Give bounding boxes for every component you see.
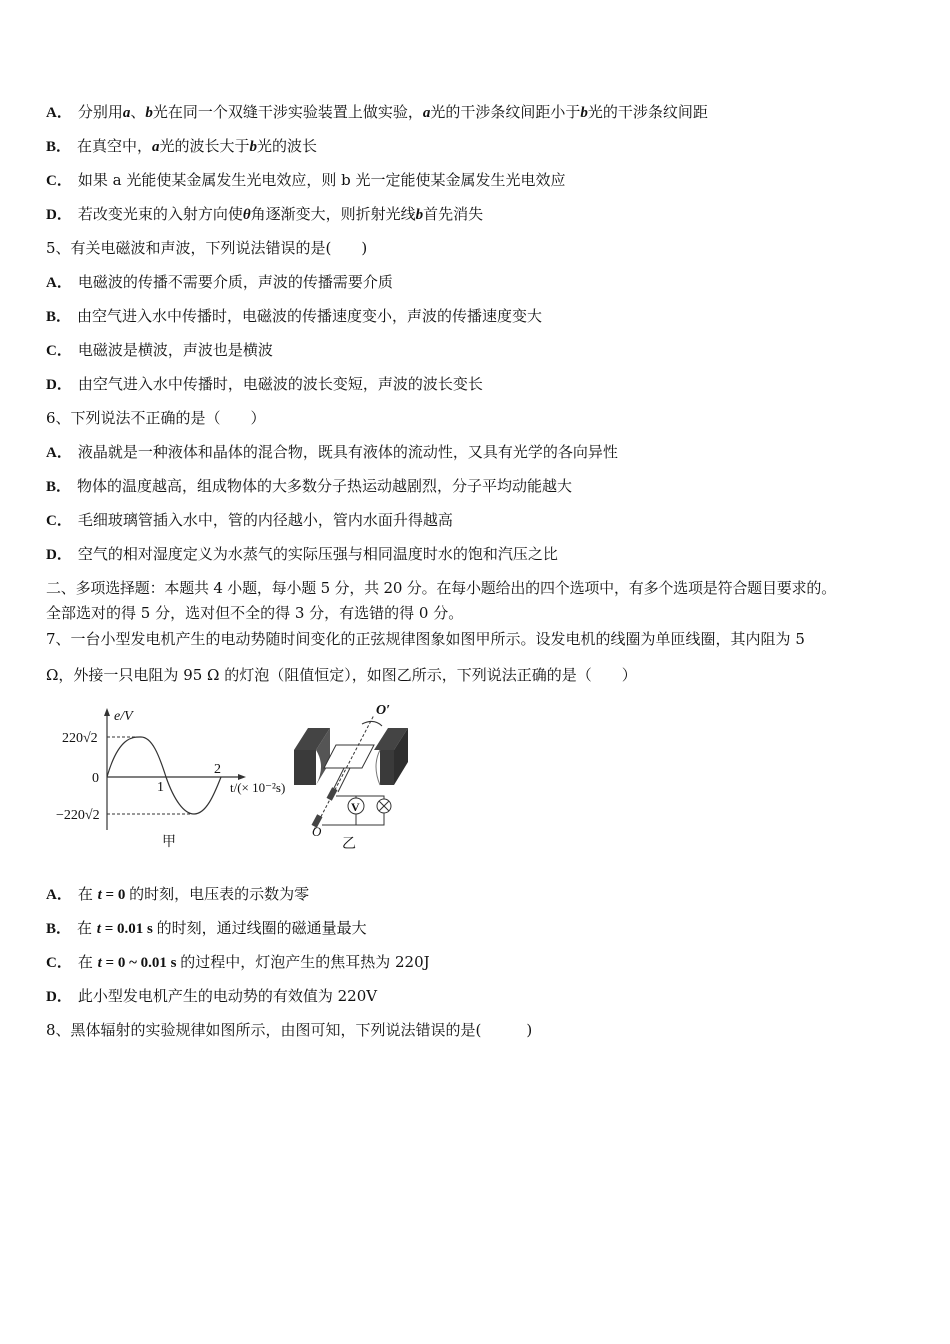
text: 分别用: [77, 103, 123, 121]
q7-option-b: [46, 918, 367, 939]
var: t: [97, 955, 102, 971]
x-tick-2: 2: [214, 762, 221, 777]
q4-option-d: [46, 204, 483, 225]
text: 在: [77, 953, 98, 971]
axis-o-prime-label: O′: [376, 703, 391, 718]
option-text: 毛细玻璃管插入水中，管的内径越小，管内水面升得越高: [77, 511, 453, 529]
option-label: C．: [46, 955, 72, 971]
q6-option-b: [46, 476, 572, 497]
text: 光的波长大于: [159, 137, 250, 155]
q5-stem: 5、有关电磁波和声波，下列说法错误的是( ): [46, 239, 368, 257]
var: b: [145, 105, 153, 121]
text: 的过程中，灯泡产生的焦耳热为 220J: [180, 953, 430, 971]
option-text: 空气的相对湿度定义为水蒸气的实际压强与相同温度时水的饱和汽压之比: [77, 545, 558, 563]
q7-option-a: [46, 884, 309, 905]
option-text: 如果 a 光能使某金属发生光电效应，则 b 光一定能使某金属发生光电效应: [77, 171, 566, 189]
origin-label: 0: [92, 771, 99, 786]
option-text: 电磁波的传播不需要介质，声波的传播需要介质: [77, 273, 393, 291]
option-label: B．: [46, 479, 72, 495]
var: b: [249, 139, 258, 155]
text: 在: [77, 885, 98, 903]
q6-option-d: [46, 544, 558, 565]
text: 首先消失: [423, 205, 484, 223]
option-text: 由空气进入水中传播时，电磁波的波长变短，声波的波长变长: [77, 375, 483, 393]
var: a: [122, 105, 131, 121]
text: 光的干涉条纹间距小于: [430, 103, 581, 121]
option-text: 液晶就是一种液体和晶体的混合物，既具有液体的流动性，又具有光学的各向异性: [77, 443, 618, 461]
q8-stem: 8、黑体辐射的实验规律如图所示，由图可知，下列说法错误的是( ): [46, 1021, 533, 1039]
text: 、: [130, 103, 146, 121]
text: 的时刻，电压表的示数为零: [129, 885, 310, 903]
option-label: B．: [46, 921, 72, 937]
emf-graph-and-generator-diagram: [44, 700, 424, 860]
option-text: 此小型发电机产生的电动势的有效值为 220V: [77, 987, 378, 1005]
q5-option-c: [46, 340, 273, 361]
q7-option-d: [46, 986, 377, 1007]
y-max-label: 220√2: [62, 731, 98, 746]
var: a: [152, 139, 160, 155]
text: 在: [77, 919, 97, 937]
option-label: A．: [46, 275, 72, 291]
var: b: [415, 207, 424, 223]
text: 光的干涉条纹间距: [587, 103, 708, 121]
q7-option-c: [46, 952, 430, 973]
x-tick-1: 1: [157, 780, 164, 795]
option-label: B．: [46, 309, 72, 325]
q5-option-d: [46, 374, 483, 395]
q5-option-a: [46, 272, 393, 293]
x-axis-label: t/(× 10⁻²s): [230, 780, 286, 795]
section2-heading: 二、多项选择题：本题共 4 小题，每小题 5 分，共 20 分。在每小题给出的四个选项中，有多个选项是符合题目要求的。: [46, 579, 836, 597]
option-text: 由空气进入水中传播时，电磁波的传播速度变小，声波的传播速度变大: [77, 307, 543, 325]
option-label: C．: [46, 513, 72, 529]
value: = 0.01 s: [100, 921, 157, 937]
q6-stem: 6、下列说法不正确的是（ ）: [46, 409, 266, 427]
generator-diagram: [294, 703, 408, 852]
emf-time-graph: [56, 708, 285, 850]
var: θ: [242, 207, 251, 223]
q7-stem-line2: Ω，外接一只电阻为 95 Ω 的灯泡（阻值恒定），如图乙所示，下列说法正确的是（ ）: [46, 666, 637, 684]
option-text: 电磁波是横波，声波也是横波: [77, 341, 273, 359]
text: 角逐渐变大，则折射光线: [250, 205, 416, 223]
section2-scoring: 全部选对的得 5 分，选对但不全的得 3 分，有选错的得 0 分。: [46, 604, 464, 622]
option-label: C．: [46, 343, 72, 359]
q4-option-b: [46, 136, 317, 157]
text: 光在同一个双缝干涉实验装置上做实验，: [152, 103, 423, 121]
text: 若改变光束的入射方向使: [77, 205, 243, 223]
axis-o-label: O: [312, 824, 322, 839]
option-label: D．: [46, 207, 72, 223]
value: = 0: [101, 887, 130, 903]
q6-option-a: [46, 442, 618, 463]
value: = 0 ~ 0.01 s: [101, 955, 181, 971]
option-label: A．: [46, 105, 72, 121]
option-label: B．: [46, 139, 72, 155]
option-label: A．: [46, 887, 72, 903]
q6-option-c: [46, 510, 453, 531]
option-text: 物体的温度越高，组成物体的大多数分子热运动越剧烈，分子平均动能越大: [77, 477, 573, 495]
var: b: [580, 105, 588, 121]
q7-stem-line1: 7、一台小型发电机产生的电动势随时间变化的正弦规律图象如图甲所示。设发电机的线圈为单匝线圈，其内阻为 5: [46, 630, 805, 648]
text: 在真空中，: [77, 137, 153, 155]
text: 的时刻，通过线圈的磁通量最大: [156, 919, 367, 937]
y-axis-label: e/V: [114, 709, 133, 724]
option-label: D．: [46, 989, 72, 1005]
q7-figure: [44, 700, 424, 860]
q5-option-b: [46, 306, 542, 327]
text: 光的波长: [257, 137, 318, 155]
option-label: D．: [46, 377, 72, 393]
voltmeter-label: V: [351, 800, 360, 814]
var: t: [96, 921, 101, 937]
graph-caption: 甲: [162, 835, 176, 850]
q4-option-c: [46, 170, 565, 191]
var: t: [97, 887, 102, 903]
q4-option-a: [46, 102, 708, 123]
device-caption: 乙: [342, 837, 356, 852]
var: a: [422, 105, 431, 121]
option-label: A．: [46, 445, 72, 461]
option-label: D．: [46, 547, 72, 563]
option-label: C．: [46, 173, 72, 189]
y-min-label: −220√2: [56, 808, 100, 823]
